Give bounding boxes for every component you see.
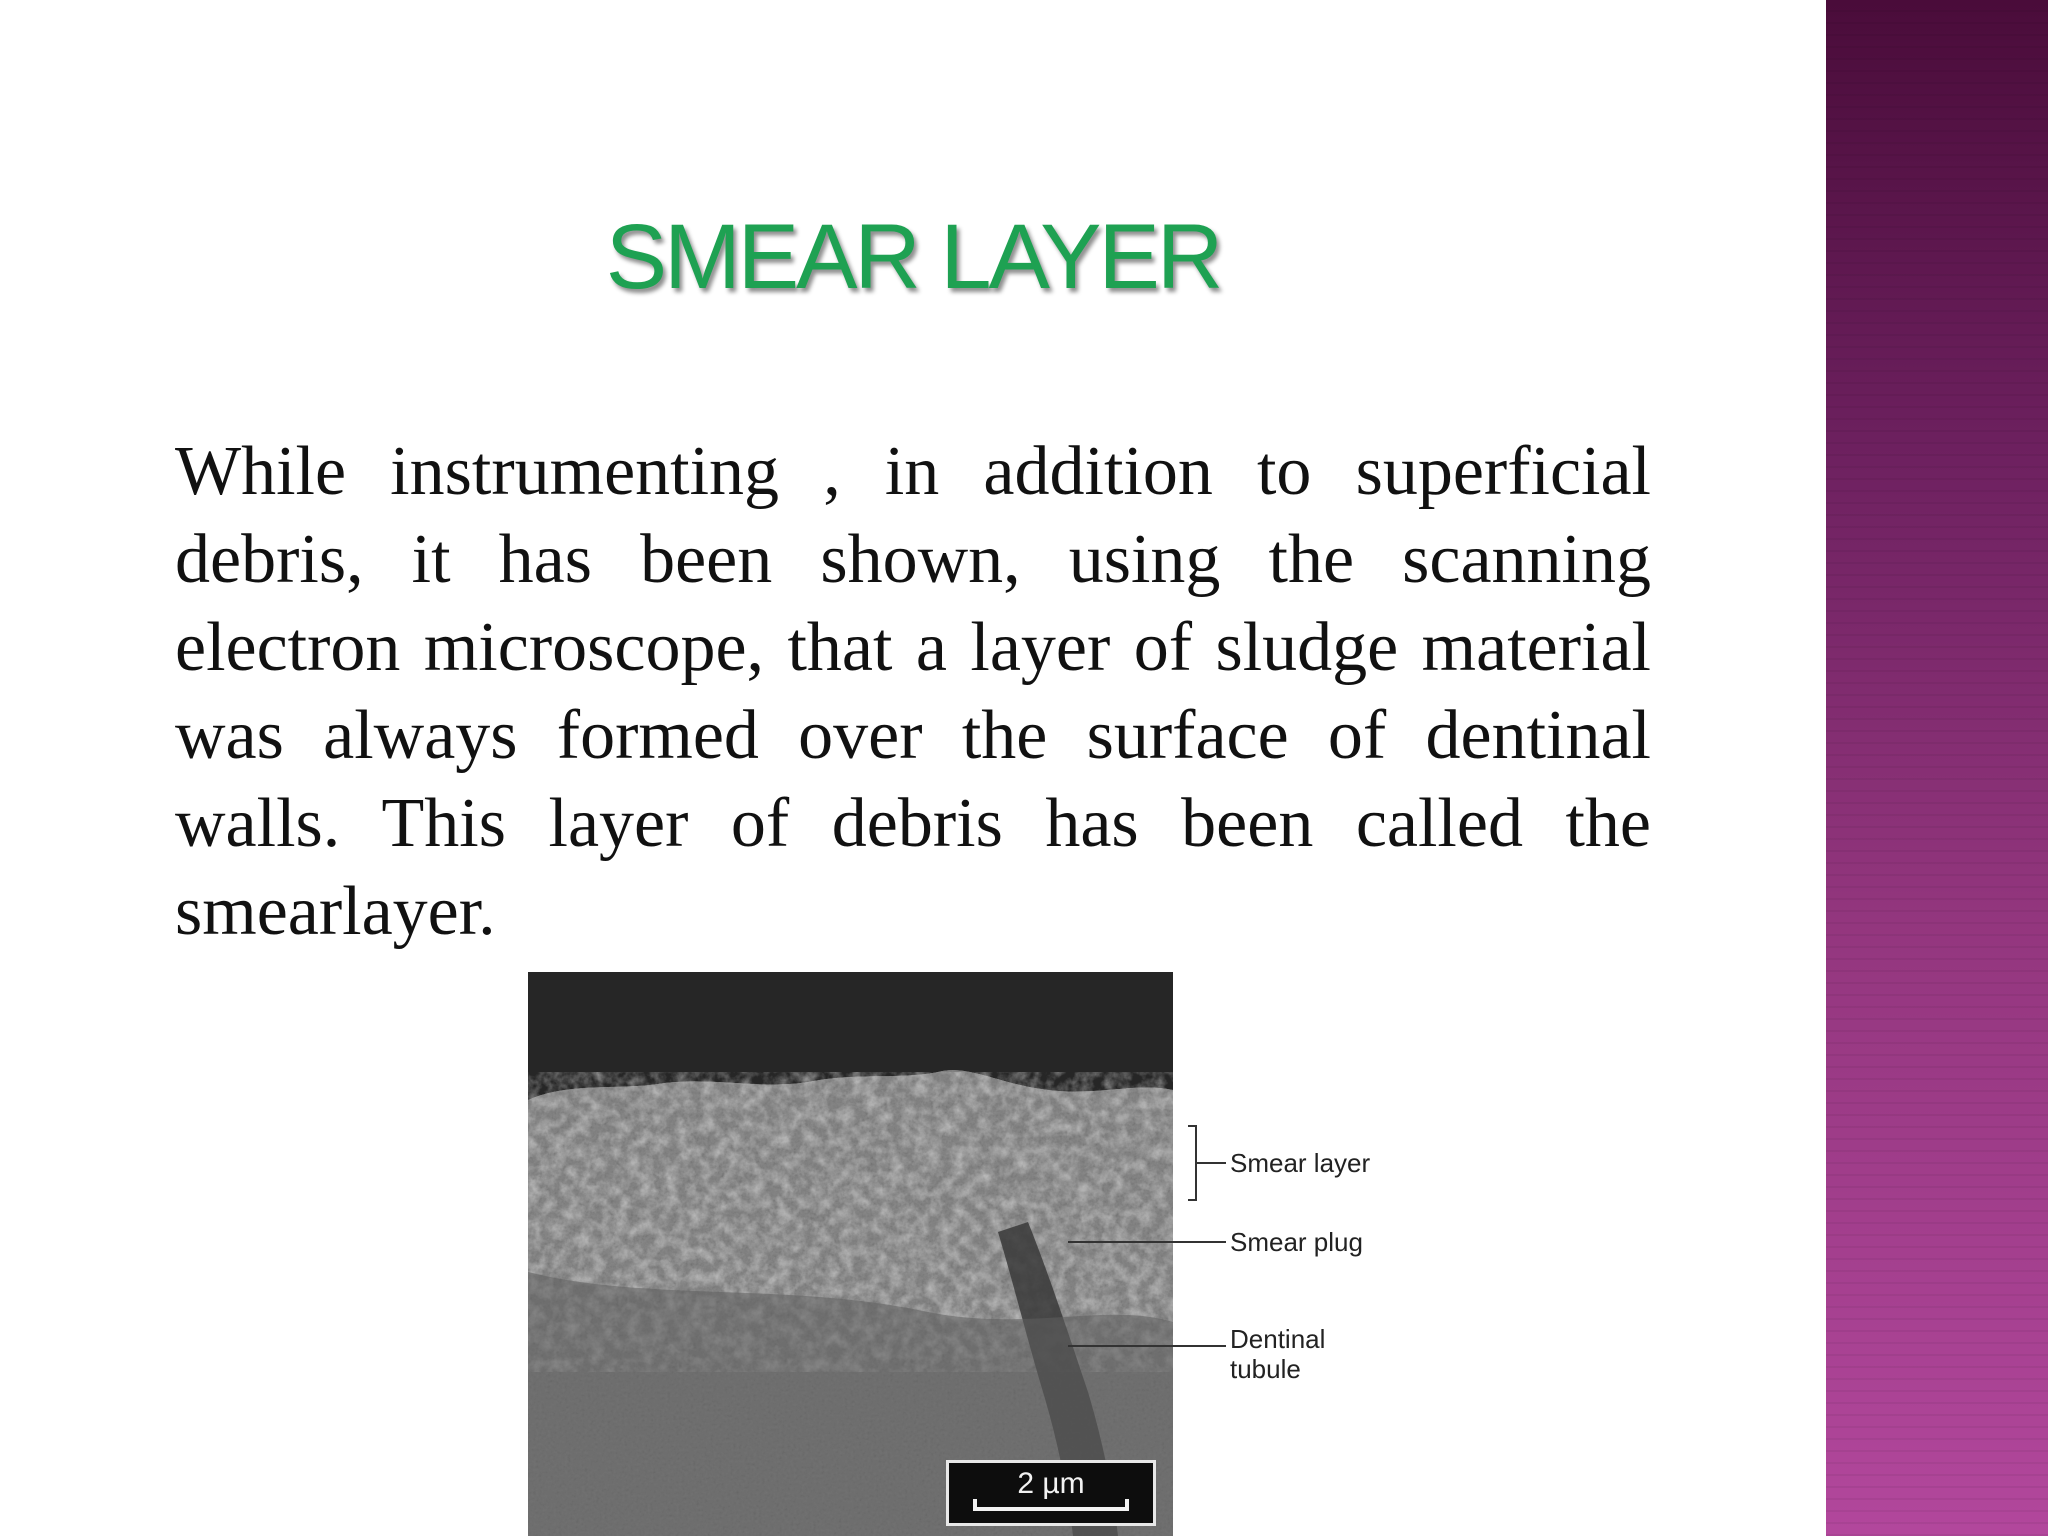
slide-title: SMEAR LAYER [605,206,1221,308]
scale-bar-label: 2 µm [1017,1467,1085,1500]
decorative-side-bar [1826,0,2048,1536]
scale-bar-line [973,1507,1129,1511]
sem-figure [528,972,1414,1536]
slide-body-text: While instrumenting , in addition to superficial debris, it has been shown, using the scanning electron microscope, that a layer of sludge material was always formed over the surface of dentinal walls. This layer of debris has been called the smearlayer. [175,433,1651,950]
label-smear-layer: Smear layer [1230,1148,1371,1178]
label-dentinal-tubule: Dentinal tubule [1230,1324,1326,1384]
scale-bar [946,1460,1156,1526]
label-smear-plug: Smear plug [1230,1227,1363,1257]
